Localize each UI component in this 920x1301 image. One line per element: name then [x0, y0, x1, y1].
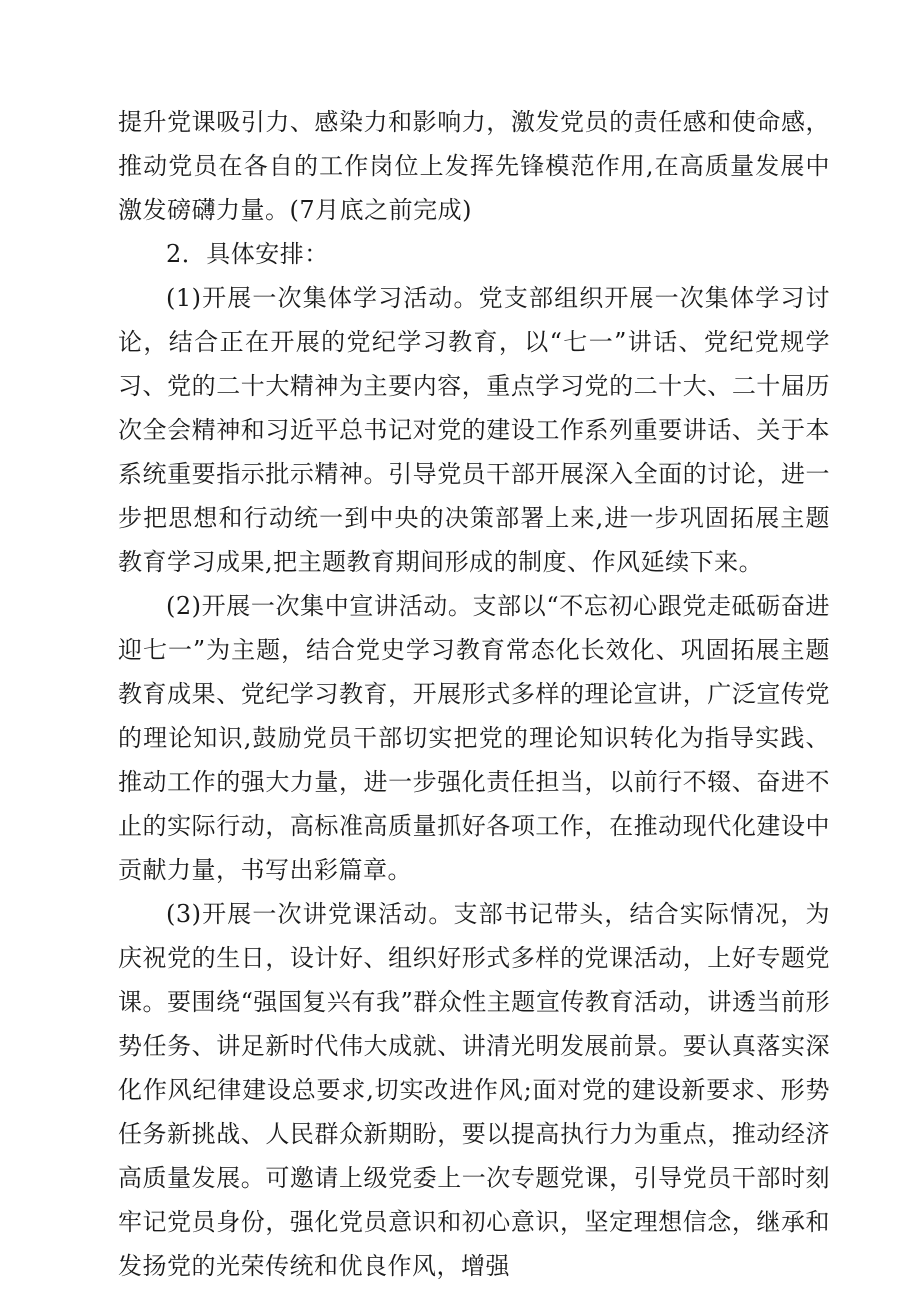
paragraph-item-1: (1)开展一次集体学习活动。党支部组织开展一次集体学习讨论，结合正在开展的党纪学习教育，以“七一”讲话、党纪党规学习、党的二十大精神为主要内容，重点学习党的二十大、二十届历次全会精神和习近平总书记对党的建设工作系列重要讲话、关于本系统重要指示批示精神。引导党员干部开展深入全面的讨论，进一步把思想和行动统一到中央的决策部署上来,进一步巩固拓展主题教育学习成果,把主题教育期间形成的制度、作风延续下来。 — [118, 284, 830, 576]
paragraph-section-heading: 2．具体安排： — [166, 240, 329, 268]
paragraph-item-3: (3)开展一次讲党课活动。支部书记带头，结合实际情况，为庆祝党的生日，设计好、组织好形式多样的党课活动，上好专题党课。要围绕“强国复兴有我”群众性主题宣传教育活动，讲透当前形势任务、讲足新时代伟大成就、讲清光明发展前景。要认真落实深化作风纪律建设总要求,切实改进作风;面对党的建设新要求、形势任务新挑战、人民群众新期盼，要以提高执行力为重点，推动经济高质量发展。可邀请上级党委上一次专题党课，引导党员干部时刻牢记党员身份，强化党员意识和初心意识，坚定理想信念，继承和发扬党的光荣传统和优良作风，增强 — [118, 900, 830, 1280]
paragraph-item-2: (2)开展一次集中宣讲活动。支部以“不忘初心跟党走砥砺奋进迎七一”为主题，结合党史学习教育常态化长效化、巩固拓展主题教育成果、党纪学习教育，开展形式多样的理论宣讲，广泛宣传党的理论知识,鼓励党员干部切实把党的理论知识转化为指导实践、推动工作的强大力量，进一步强化责任担当，以前行不辍、奋进不止的实际行动，高标准高质量抓好各项工作，在推动现代化建设中贡献力量，书写出彩篇章。 — [118, 592, 830, 884]
document-body — [118, 100, 830, 1288]
paragraph-continuation: 提升党课吸引力、感染力和影响力，激发党员的责任感和使命感，推动党员在各自的工作岗位上发挥先锋模范作用,在高质量发展中激发磅礴力量。(7月底之前完成) — [118, 108, 830, 224]
